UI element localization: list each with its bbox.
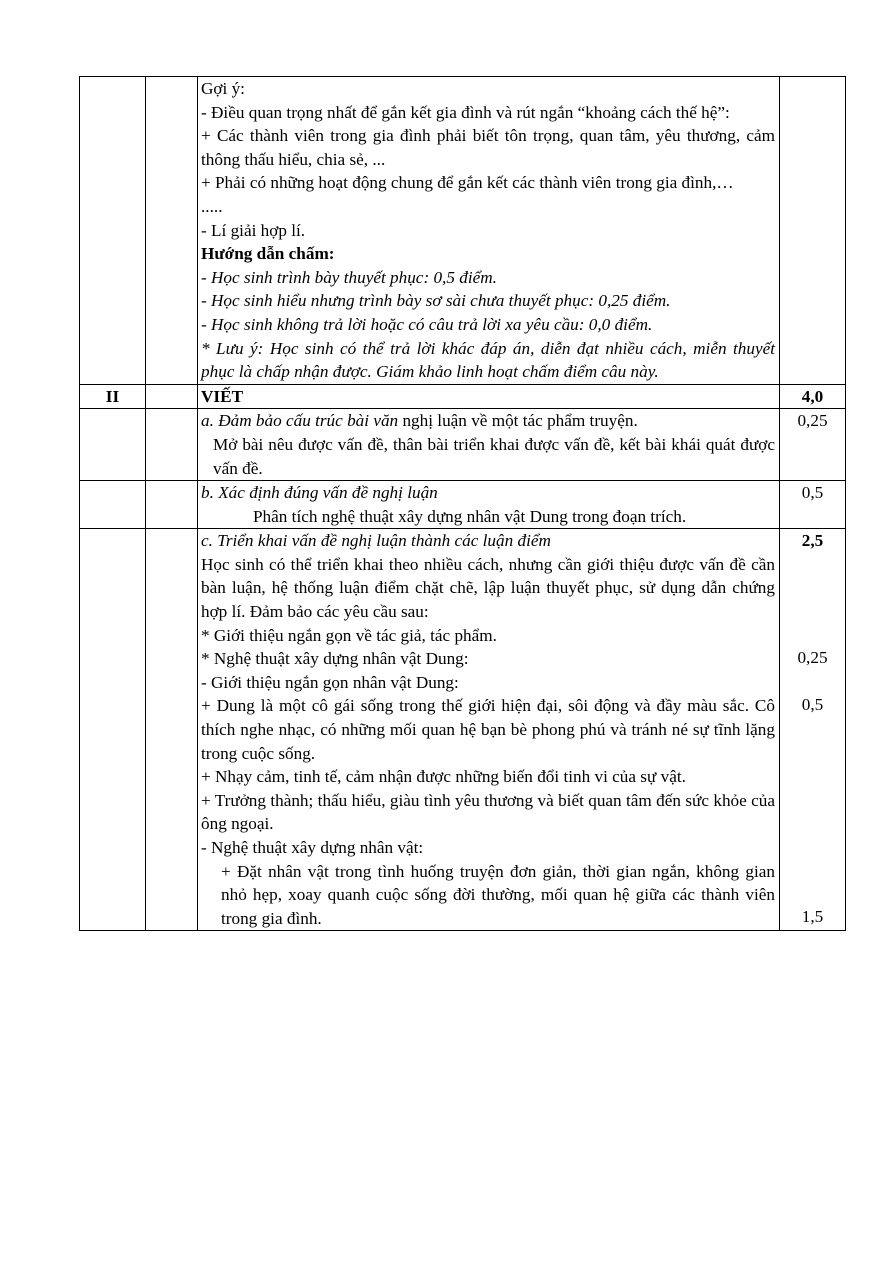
criterion-a-label: a. Đảm bảo cấu trúc bài văn bbox=[201, 411, 399, 431]
table-row bbox=[80, 409, 846, 481]
grading-guide-line: - Học sinh trình bày thuyết phục: 0,5 điểm. bbox=[201, 267, 497, 287]
criterion-c-score-art: 1,5 bbox=[801, 907, 824, 927]
criterion-c-line: * Giới thiệu ngắn gọn về tác giả, tác phẩm. bbox=[201, 625, 497, 645]
criterion-a-label-rest: nghị luận về một tác phẩm truyện. bbox=[398, 411, 638, 431]
criterion-c-line: - Giới thiệu ngắn gọn nhân vật Dung: bbox=[201, 672, 459, 692]
grading-guide-heading: Hướng dẫn chấm: bbox=[201, 244, 335, 264]
table-row bbox=[80, 384, 846, 409]
criterion-c-line: + Dung là một cô gái sống trong thế giới hiện đại, sôi động và đầy màu sắc. Cô thích nghe nhạc, có những mối quan hệ bạn bè phong phú và tránh né sự tĩnh lặng trong cuộc sống. bbox=[201, 696, 775, 763]
hint-line: ..... bbox=[201, 196, 223, 216]
criterion-c-line: * Nghệ thuật xây dựng nhân vật Dung: bbox=[201, 649, 469, 669]
section-cell bbox=[80, 529, 146, 931]
criterion-c-intro: Học sinh có thể triển khai theo nhiều cách, nhưng cần giới thiệu được vấn đề cần bàn luận, hệ thống luận điểm chặt chẽ, lập luận thuyết phục, sử dụng dẫn chứng hợp lí. Đảm bảo các yêu cầu sau: bbox=[201, 554, 775, 622]
question-cell bbox=[146, 409, 198, 481]
section-cell bbox=[80, 409, 146, 481]
hint-line: - Lí giải hợp lí. bbox=[201, 220, 306, 240]
section-cell bbox=[80, 481, 146, 529]
criterion-c-line: - Nghệ thuật xây dựng nhân vật: bbox=[201, 838, 424, 857]
criterion-c-line: + Trưởng thành; thấu hiểu, giàu tình yêu thương và biết quan tâm đến sức khỏe của ông ngoại. bbox=[201, 790, 775, 834]
criterion-c-score-author: 0,25 bbox=[797, 648, 828, 668]
criterion-c-score-intro: 0,5 bbox=[801, 695, 824, 715]
criterion-c-score-total: 2,5 bbox=[801, 531, 824, 551]
criterion-c bbox=[198, 529, 780, 931]
criterion-c-line: + Nhạy cảm, tinh tế, cảm nhận được những biến đổi tinh vi của sự vật. bbox=[201, 767, 686, 787]
criterion-c-label: c. Triển khai vấn đề nghị luận thành các luận điểm bbox=[201, 531, 551, 551]
criterion-c-scores bbox=[780, 529, 846, 931]
criterion-a-body: Mở bài nêu được vấn đề, thân bài triển khai được vấn đề, kết bài khái quát được vấn đề. bbox=[213, 434, 775, 478]
criterion-b bbox=[198, 481, 780, 529]
hint-line: Gợi ý: bbox=[201, 79, 245, 98]
grading-note: * Lưu ý: Học sinh có thể trả lời khác đáp án, diễn đạt nhiều cách, miễn thuyết phục là chấp nhận được. Giám khảo linh hoạt chấm điểm câu này. bbox=[201, 338, 775, 382]
section-cell bbox=[80, 77, 146, 385]
hint-content bbox=[198, 77, 780, 385]
table-row bbox=[80, 77, 846, 385]
criterion-a bbox=[198, 409, 780, 481]
question-cell bbox=[146, 77, 198, 385]
hint-line: + Phải có những hoạt động chung để gắn kết các thành viên trong gia đình,… bbox=[201, 173, 734, 193]
grading-guide-line: - Học sinh không trả lời hoặc có câu trả lời xa yêu cầu: 0,0 điểm. bbox=[201, 314, 653, 334]
criterion-b-body: Phân tích nghệ thuật xây dựng nhân vật Dung trong đoạn trích. bbox=[253, 506, 687, 526]
criterion-b-score: 0,5 bbox=[780, 481, 846, 529]
hint-line: + Các thành viên trong gia đình phải biết tôn trọng, quan tâm, yêu thương, cảm thông thấu hiểu, chia sẻ, ... bbox=[201, 126, 775, 169]
question-cell bbox=[146, 384, 198, 409]
table-row bbox=[80, 481, 846, 529]
criterion-a-score: 0,25 bbox=[780, 409, 846, 481]
section-title: VIẾT bbox=[198, 384, 780, 409]
score-cell bbox=[780, 77, 846, 385]
section-score: 4,0 bbox=[780, 384, 846, 409]
section-number: II bbox=[80, 384, 146, 409]
criterion-b-label: b. Xác định đúng vấn đề nghị luận bbox=[201, 483, 438, 503]
hint-line: - Điều quan trọng nhất để gắn kết gia đình và rút ngắn “khoảng cách thế hệ”: bbox=[201, 102, 730, 122]
grading-table bbox=[79, 76, 846, 931]
question-cell bbox=[146, 529, 198, 931]
criterion-c-line: + Đặt nhân vật trong tình huống truyện đơn giản, thời gian ngắn, không gian nhỏ hẹp, xoay quanh cuộc sống đời thường, mối quan hệ giữa các thành viên trong gia đình. bbox=[221, 861, 775, 928]
table-row bbox=[80, 529, 846, 931]
grading-guide-line: - Học sinh hiểu nhưng trình bày sơ sài chưa thuyết phục: 0,25 điểm. bbox=[201, 291, 671, 311]
question-cell bbox=[146, 481, 198, 529]
